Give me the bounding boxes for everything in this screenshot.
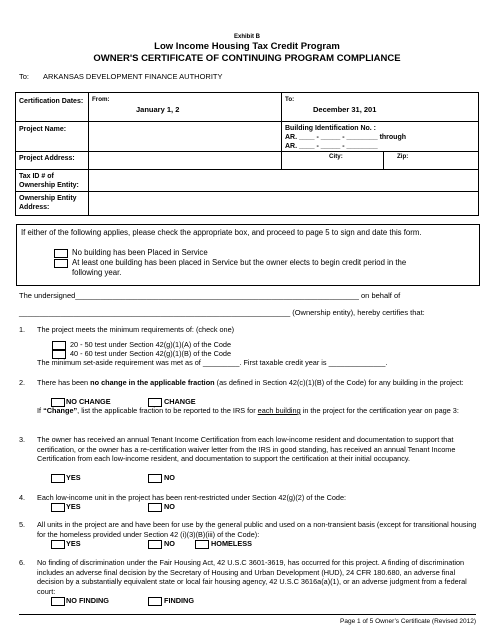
item-1-text: The project meets the minimum requirements of: (check one) bbox=[37, 325, 235, 334]
table-divider bbox=[16, 151, 478, 152]
from-date: January 1, 2 bbox=[136, 105, 180, 114]
rent-restricted-no-checkbox[interactable] bbox=[148, 503, 162, 512]
zip-label: Zip: bbox=[397, 153, 409, 160]
item-2-text bbox=[37, 378, 477, 388]
from-label: From: bbox=[92, 96, 110, 103]
item-2-text-a: There has been bbox=[37, 378, 91, 387]
no-finding-checkbox[interactable] bbox=[51, 597, 65, 606]
to-recipient: ARKANSAS DEVELOPMENT FINANCE AUTHORITY bbox=[43, 72, 223, 81]
finding-label: FINDING bbox=[164, 596, 194, 605]
item-2-text-c: (as defined in Section 42(c)(1)(B) of the Code) for any building in the project: bbox=[214, 378, 464, 387]
building-id-label: Building Identification No. : bbox=[285, 125, 376, 132]
form-subtitle: OWNER'S CERTIFICATE OF CONTINUING PROGRAM COMPLIANCE bbox=[93, 53, 401, 64]
general-public-no-checkbox[interactable] bbox=[148, 540, 162, 549]
table-divider bbox=[281, 93, 282, 169]
item-3-text: The owner has received an annual Tenant Income Certification from each low-income resident and documentation to support that certification, or the owner has a re-certification waiver letter from the IRS in good standing, has received an annual Tenant Income Certification from each low-income resident, and documentation to support the certification at their initial occupancy. bbox=[37, 435, 456, 463]
project-info-table bbox=[15, 92, 479, 216]
rent-restricted-yes-label: YES bbox=[66, 502, 81, 511]
city-label: City: bbox=[329, 153, 343, 160]
general-public-yes-label: YES bbox=[66, 539, 81, 548]
to-date-label: To: bbox=[285, 96, 295, 103]
general-public-yes-checkbox[interactable] bbox=[51, 540, 65, 549]
change-label: CHANGE bbox=[164, 397, 196, 406]
building-id-range-start: AR. ____ - _____ - ________ through bbox=[285, 134, 407, 141]
ownership-entity-line: _________________________________________________________________ (Ownership entity), hereby certifies that: bbox=[19, 308, 425, 317]
table-divider bbox=[16, 169, 478, 170]
defer-credit-period-checkbox[interactable] bbox=[54, 259, 68, 268]
not-placed-in-service-notice bbox=[16, 224, 480, 286]
footer-divider bbox=[19, 614, 476, 615]
item-number: 2. bbox=[19, 378, 26, 387]
change-note-e: in the project for the certification year on page 3: bbox=[300, 406, 459, 415]
change-note-c: , list the applicable fraction to be reported to the IRS for bbox=[77, 406, 258, 415]
item-number: 1. bbox=[19, 325, 26, 334]
test-40-60-label: 40 - 60 test under Section 42(g)(1)(B) of the Code bbox=[70, 349, 232, 358]
no-building-placed-label: No building has been Placed in Service bbox=[72, 248, 208, 257]
certification-dates-label: Certification Dates: bbox=[19, 98, 84, 105]
item-6-text: No finding of discrimination under the Fair Housing Act, 42 U.S.C 3601-3619, has occurred for this project. A finding of discrimination includes an adverse final decision by the Secretary of Housing and Urban Development (HUD), 24 CFR 180.680, an adverse final decision by a substantially equivalent state or local fair housing agency, 42 U.S.C 3616a(a)(1), or an adverse judgment from a federal court: bbox=[37, 558, 467, 596]
test-20-50-label: 20 - 50 test under Section 42(g)(1)(A) of the Code bbox=[70, 340, 232, 349]
homeless-label: HOMELESS bbox=[211, 539, 252, 548]
item-4-text: Each low-income unit in the project has been rent-restricted under Section 42(g)(2) of the Code: bbox=[37, 493, 347, 502]
tenant-cert-no-checkbox[interactable] bbox=[148, 474, 162, 483]
rent-restricted-no-label: NO bbox=[164, 502, 175, 511]
tenant-cert-yes-checkbox[interactable] bbox=[51, 474, 65, 483]
defer-credit-period-label-cont: following year. bbox=[72, 268, 122, 277]
item-number: 6. bbox=[19, 558, 26, 567]
table-divider bbox=[88, 121, 89, 169]
change-instructions bbox=[37, 406, 477, 416]
test-20-50-checkbox[interactable] bbox=[52, 341, 66, 350]
homeless-checkbox[interactable] bbox=[195, 540, 209, 549]
rent-restricted-yes-checkbox[interactable] bbox=[51, 503, 65, 512]
undersigned-line: The undersigned____________________________________________________________________ on behalf of bbox=[19, 291, 401, 300]
no-finding-label: NO FINDING bbox=[66, 596, 109, 605]
notice-instructions: If either of the following applies, please check the appropriate box, and proceed to page 5 to sign and date this form. bbox=[21, 228, 422, 237]
change-note-underlined: each building bbox=[257, 406, 301, 415]
table-divider bbox=[16, 121, 478, 122]
defer-credit-period-label: At least one building has been placed in Service but the owner elects to begin credit period in the bbox=[72, 258, 407, 267]
to-date: December 31, 201 bbox=[313, 105, 377, 114]
finding-checkbox[interactable] bbox=[148, 597, 162, 606]
page-footer: Page 1 of 5 Owner’s Certificate (Revised 2012) bbox=[340, 618, 476, 625]
no-change-label: NO CHANGE bbox=[66, 397, 111, 406]
change-note-emphasis: “Change” bbox=[43, 406, 78, 415]
building-id-range-end: AR. ____ - _____ - ________ bbox=[285, 143, 378, 150]
tenant-cert-no-label: NO bbox=[164, 473, 175, 482]
exhibit-label: Exhibit B bbox=[233, 34, 260, 40]
to-label: To: bbox=[19, 72, 30, 81]
tax-id-label: Tax ID # of Ownership Entity: bbox=[19, 173, 79, 189]
item-number: 3. bbox=[19, 435, 26, 444]
item-number: 4. bbox=[19, 493, 26, 502]
item-number: 5. bbox=[19, 520, 26, 529]
tenant-cert-yes-label: YES bbox=[66, 473, 81, 482]
ownership-address-label: Ownership Entity Address: bbox=[19, 195, 77, 211]
change-note-a: If bbox=[37, 406, 44, 415]
item-5-text: All units in the project are and have been for use by the general public and used on a non-transient basis (except for transitional housing for the homeless provided under Section 42 (i)(3)(B)(iii) of the Code): bbox=[37, 520, 477, 539]
table-divider bbox=[16, 191, 478, 192]
item-2-text-emphasis: no change in the applicable fraction bbox=[90, 378, 215, 387]
table-divider bbox=[88, 169, 89, 215]
set-aside-line: The minimum set-aside requirement was met as of _________. First taxable credit year is ______________. bbox=[37, 358, 388, 367]
general-public-no-label: NO bbox=[164, 539, 175, 548]
project-name-label: Project Name: bbox=[19, 126, 67, 133]
form-title: Low Income Housing Tax Credit Program bbox=[154, 41, 340, 52]
table-divider bbox=[88, 93, 89, 121]
project-address-label: Project Address: bbox=[19, 155, 75, 162]
no-building-placed-checkbox[interactable] bbox=[54, 249, 68, 258]
table-divider bbox=[383, 151, 384, 169]
